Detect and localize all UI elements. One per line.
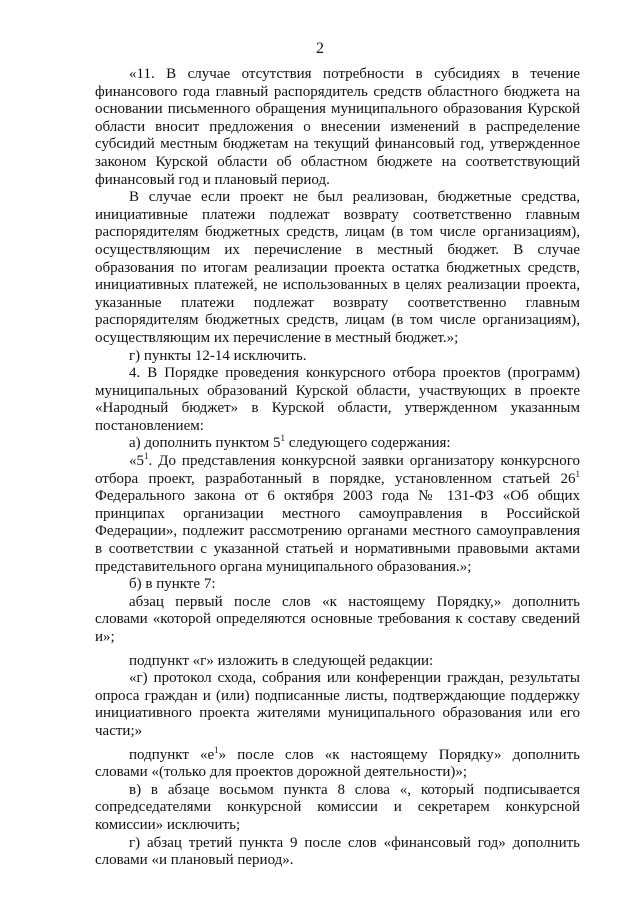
text-run: следующего содержания: <box>285 435 451 452</box>
text-run: » после слов «к настоящему Порядку» дополнить словами «(только для проектов дорожной деятельности)»; <box>95 746 580 781</box>
paragraph-subitem-e1 <box>95 744 580 782</box>
paragraph-subitem-g-text: «г) протокол схода, собрания или конференции граждан, результаты опроса граждан и (или) подписанные листы, подтверждающие поддержку инициативного проекта жителями муниципального образования или его части;» <box>95 670 580 739</box>
paragraph-item-g-delete: г) пункты 12-14 исключить. <box>129 347 307 364</box>
paragraph-item-v: в) в абзаце восьмом пункта 8 слова «, который подписывается сопредседателями конкурсной комиссии и секретарем конкурсной комиссии» исключить; <box>95 781 580 833</box>
paragraph-item-b: б) в пункте 7: <box>129 576 216 593</box>
superscript: 1 <box>214 744 219 755</box>
paragraph-item-g-final: г) абзац третий пункта 9 после слов «финансовый год» дополнить словами «и плановый период». <box>95 834 580 869</box>
text-run: подпункт «е <box>129 746 215 763</box>
superscript: 1 <box>575 468 580 479</box>
paragraph-subitem-g: подпункт «г» изложить в следующей редакции: <box>129 652 434 669</box>
text-run: а) дополнить пунктом 5 <box>129 435 281 452</box>
paragraph-unrealized-project: В случае если проект не был реализован, бюджетные средства, инициативные платежи подлежат возврату соответственно главным распорядителям бюджетных средств, лицам (в том числе организациям), осуществляющим их перечисление в местный бюджет. В случае образования по итогам реализации проекта остатка бюджетных средств, инициативных платежей, не использованных в целях реализации проекта, указанные платежи подлежат возврату соответственно главным распорядителям бюджетных средств, лицам (в том числе организациям), осуществляющим их перечисление в местный бюджет.»; <box>95 189 580 346</box>
text-run: . До представления конкурсной заявки организатору конкурсного отбора проект, разработанный в порядке, установленном статьей 26 <box>95 453 580 487</box>
paragraph-clause-5-1 <box>95 453 580 576</box>
text-run: Федерального закона от 6 октября 2003 года № 131-ФЗ «Об общих принципах организации местного самоуправления в Российской Федерации», подлежит рассмотрению органами местного самоуправления в соответствии с указанной статьей и нормативными правовыми актами представительного органа муниципального образования.»; <box>95 488 580 575</box>
text-run: «5 <box>129 453 144 470</box>
paragraph-first-abzac: абзац первый после слов «к настоящему Порядку,» дополнить словами «которой определяются основные требования к составу сведений и»; <box>95 593 580 645</box>
superscript: 1 <box>280 433 286 444</box>
paragraph-clause-11: «11. В случае отсутствия потребности в субсидиях в течение финансового года главный распорядитель средств областного бюджета на основании письменного обращения муниципального образования Курской области вносит предложения о внесении изменений в распределение субсидий местным бюджетам на текущий финансовый год, утвержденное законом Курской области об областном бюджете на соответствующий финансовый год и плановый период. <box>95 66 580 188</box>
paragraph-item-a <box>95 435 580 453</box>
paragraph-item-4: 4. В Порядке проведения конкурсного отбора проектов (программ) муниципальных образований Курской области, участвующих в проекте «Народный бюджет» в Курской области, утвержденном указанным постановлением: <box>95 365 580 434</box>
page-number: 2 <box>316 40 324 57</box>
superscript: 1 <box>144 451 149 462</box>
document-body <box>95 66 580 870</box>
